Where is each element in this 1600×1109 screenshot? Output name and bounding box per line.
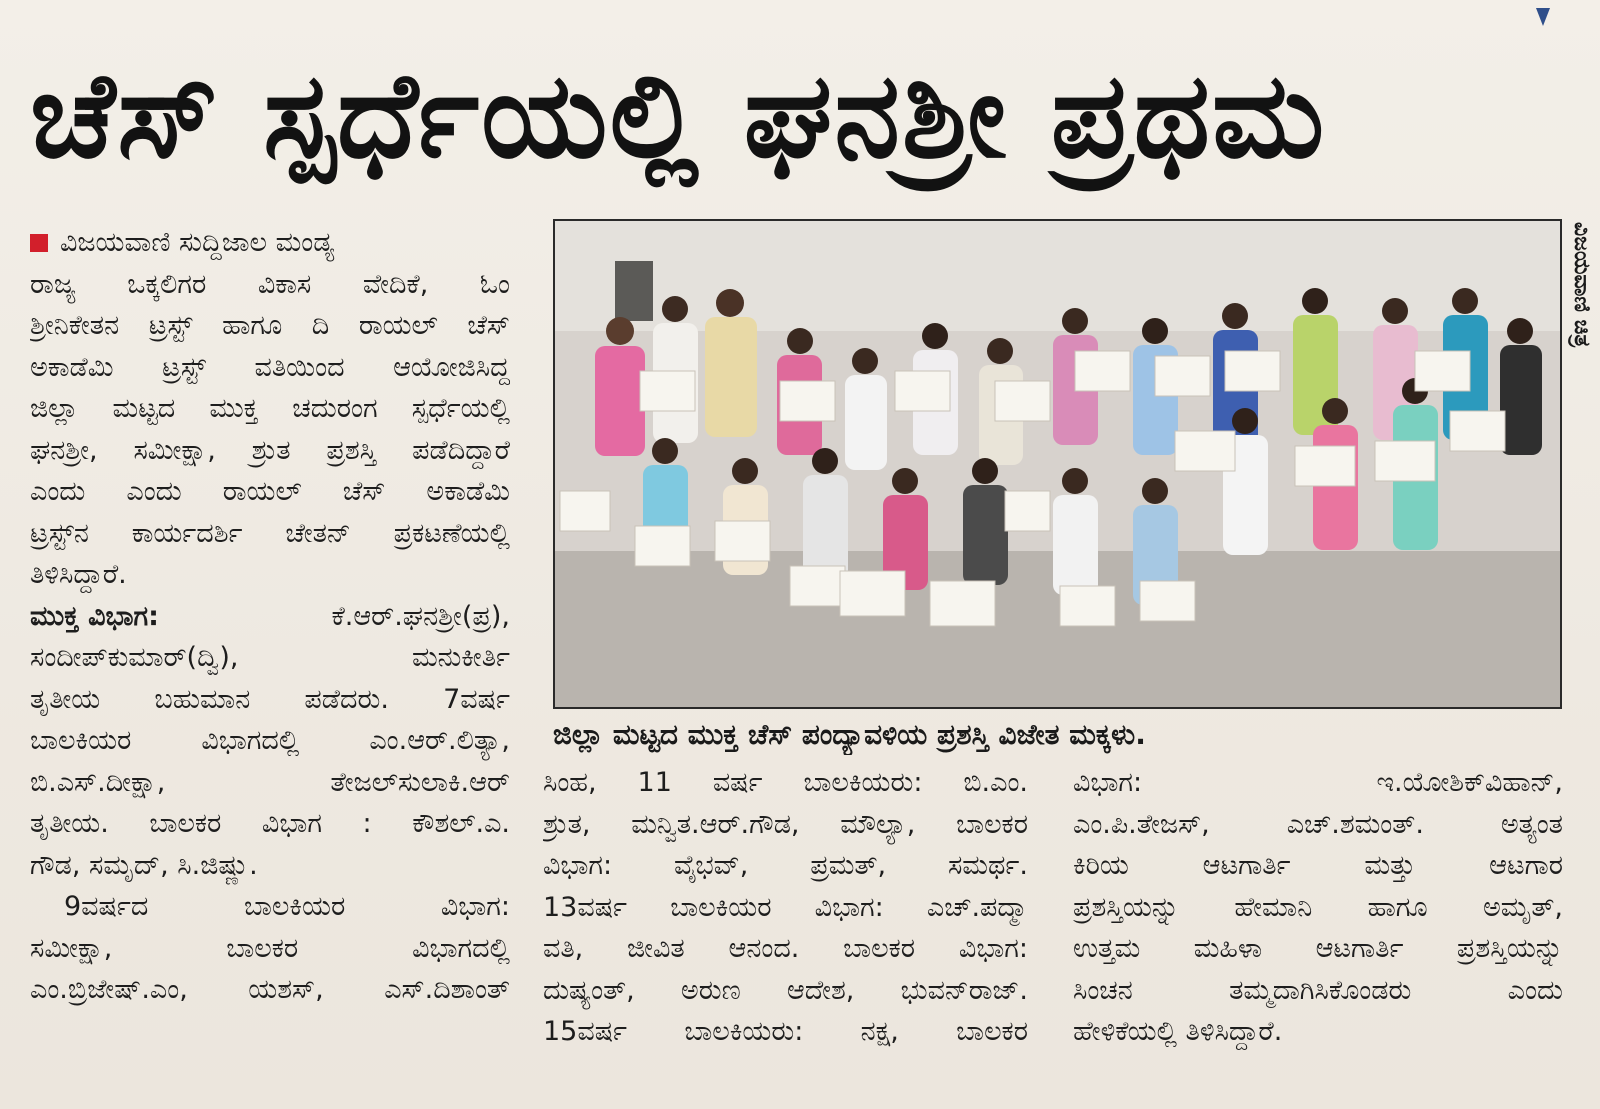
text-line: ತಿಳಿಸಿದ್ದಾರೆ. xyxy=(30,559,127,590)
section-label: ಮುಕ್ತ ವಿಭಾಗ: xyxy=(30,600,159,632)
text-line: ಟ್ರಸ್ಟ್‌ನ ಕಾರ್ಯದರ್ಶಿ ಚೇತನ್ ಪ್ರಕಟಣೆಯಲ್ಲಿ xyxy=(30,517,510,549)
text-line: ಸಂದೀಪ್‌ಕುಮಾರ್(ದ್ವಿ), ಮನುಕೀರ್ತಿ xyxy=(30,642,510,673)
text-line: ಅಕಾಡೆಮಿ ಟ್ರಸ್ಟ್ ವತಿಯಿಂದ ಆಯೋಜಿಸಿದ್ದ xyxy=(30,351,510,383)
text-line: 13ವರ್ಷ ಬಾಲಕಿಯರ ವಿಭಾಗ: ಎಚ್.ಪದ್ಮಾ xyxy=(543,891,1028,923)
red-square-bullet-icon xyxy=(30,234,48,252)
age-nine-paragraph xyxy=(30,886,510,1011)
pin-mark-icon xyxy=(1534,6,1552,28)
text-line: ಬಿ.ಎಸ್.ದೀಕ್ಷಾ, ತೇಜಲ್‌ಸುಲಾಕಿ.ಆರ್ xyxy=(30,766,510,798)
photo-caption: ಜಿಲ್ಲಾ ಮಟ್ಟದ ಮುಕ್ತ ಚೆಸ್ ಪಂದ್ಯಾವಳಿಯ ಪ್ರಶಸ್ತಿ ವಿಜೇತ ಮಕ್ಕಳು. xyxy=(553,718,1146,751)
text-line: ಕಿರಿಯ ಆಟಗಾರ್ತಿ ಮತ್ತು ಆಟಗಾರ xyxy=(1073,850,1563,881)
headline: ಚೆಸ್ ಸ್ಪರ್ಧೆಯಲ್ಲಿ ಘನಶ್ರೀ ಪ್ರಥಮ xyxy=(30,46,1327,184)
middle-column xyxy=(543,762,1028,1053)
text-line: ಗೌಡ, ಸಮೃದ್, ಸಿ.ಜಿಷ್ಣು. xyxy=(30,849,258,881)
text-line: ವಿಭಾಗ: ವೈಭವ್, ಪ್ರಮತ್, ಸಮರ್ಥ. xyxy=(543,850,1028,881)
text-line: ಸಮೀಕ್ಷಾ, ಬಾಲಕರ ವಿಭಾಗದಲ್ಲಿ xyxy=(30,932,510,964)
text-line: ದುಷ್ಯಂತ್, ಅರುಣ ಆದೇಶ, ಭುವನ್‌ರಾಜ್. xyxy=(543,974,1028,1006)
text-line: ಉತ್ತಮ ಮಹಿಳಾ ಆಟಗಾರ್ತಿ ಪ್ರಶಸ್ತಿಯನ್ನು xyxy=(1073,933,1563,964)
text-line: ಎಂ.ಬ್ರಿಜೇಷ್.ಎಂ, ಯಶಸ್, ಎಸ್.ದಿಶಾಂತ್ xyxy=(30,974,510,1005)
text-line: ಸಿಂಚನ ತಮ್ಮದಾಗಿಸಿಕೊಂಡರು ಎಂದು xyxy=(1073,974,1563,1006)
group-photo xyxy=(553,219,1562,709)
text-line: ತೃತೀಯ ಬಹುಮಾನ ಪಡೆದರು. 7ವರ್ಷ xyxy=(30,683,510,715)
right-column xyxy=(1073,762,1563,1053)
text-line: 9ವರ್ಷದ ಬಾಲಕಿಯರ ವಿಭಾಗ: xyxy=(64,891,510,922)
text-line: ಜಿಲ್ಲಾ ಮಟ್ಟದ ಮುಕ್ತ ಚದುರಂಗ ಸ್ಪರ್ಧೆಯಲ್ಲಿ xyxy=(30,393,510,424)
dateline-text: ವಿಜಯವಾಣಿ ಸುದ್ದಿಜಾಲ ಮಂಡ್ಯ xyxy=(60,227,335,258)
text-line: ಶ್ರೀನಿಕೇತನ ಟ್ರಸ್ಟ್ ಹಾಗೂ ದಿ ರಾಯಲ್ ಚೆಸ್ xyxy=(30,310,510,341)
left-column xyxy=(30,222,510,1011)
text-line: ಘನಶ್ರೀ, ಸಮೀಕ್ಷಾ, ಶ್ರುತ ಪ್ರಶಸ್ತಿ ಪಡೆದಿದ್ದಾರೆ xyxy=(30,434,510,466)
text-line: ಸಿಂಹ, 11 ವರ್ಷ ಬಾಲಕಿಯರು: ಬಿ.ಎಂ. xyxy=(543,767,1028,798)
group-photo-illustration xyxy=(555,221,1560,707)
intro-paragraph xyxy=(30,264,510,596)
section-first-line: ಕೆ.ಆರ್.ಘನಶ್ರೀ(ಪ್ರ), xyxy=(331,600,510,632)
dateline xyxy=(30,222,510,264)
text-line: ಬಾಲಕಿಯರ ವಿಭಾಗದಲ್ಲಿ ಎಂ.ಆರ್.ಲಿತ್ಯಾ, xyxy=(30,725,510,756)
text-line: ರಾಜ್ಯ ಒಕ್ಕಲಿಗರ ವಿಕಾಸ ವೇದಿಕೆ, ಓಂ xyxy=(30,268,510,300)
text-line: ಹೇಳಿಕೆಯಲ್ಲಿ ತಿಳಿಸಿದ್ದಾರೆ. xyxy=(1073,1016,1283,1047)
section-line xyxy=(30,596,510,638)
photo-credit: ವಿಜಯವಾಣಿ ಚಿತ್ರ xyxy=(1569,222,1594,348)
text-line: ಶ್ರುತ, ಮನ್ವಿತ.ಆರ್.ಗೌಡ, ಮೌಲ್ಯಾ, ಬಾಲಕರ xyxy=(543,808,1028,840)
text-line: 15ವರ್ಷ ಬಾಲಕಿಯರು: ನಕ್ಷ, ಬಾಲಕರ xyxy=(543,1016,1028,1047)
text-line: ವತಿ, ಜೀವಿತ ಆನಂದ. ಬಾಲಕರ ವಿಭಾಗ: xyxy=(543,933,1028,964)
text-line: ವಿಭಾಗ: ಇ.ಯೋಶಿಕ್‌ವಿಹಾನ್, xyxy=(1073,767,1563,798)
text-line: ಎಂದು ಎಂದು ರಾಯಲ್ ಚೆಸ್ ಅಕಾಡೆಮಿ xyxy=(30,476,510,507)
text-line: ಎಂ.ಪಿ.ತೇಜಸ್, ಎಚ್.ಶಮಂತ್. ಅತ್ಯಂತ xyxy=(1073,808,1563,840)
text-line: ತೃತೀಯ. ಬಾಲಕರ ವಿಭಾಗ : ಕೌಶಲ್.ಎ. xyxy=(30,808,510,839)
results-paragraph xyxy=(30,596,510,887)
text-line: ಪ್ರಶಸ್ತಿಯನ್ನು ಹೇಮಾನಿ ಹಾಗೂ ಅಮೃತ್, xyxy=(1073,891,1563,923)
